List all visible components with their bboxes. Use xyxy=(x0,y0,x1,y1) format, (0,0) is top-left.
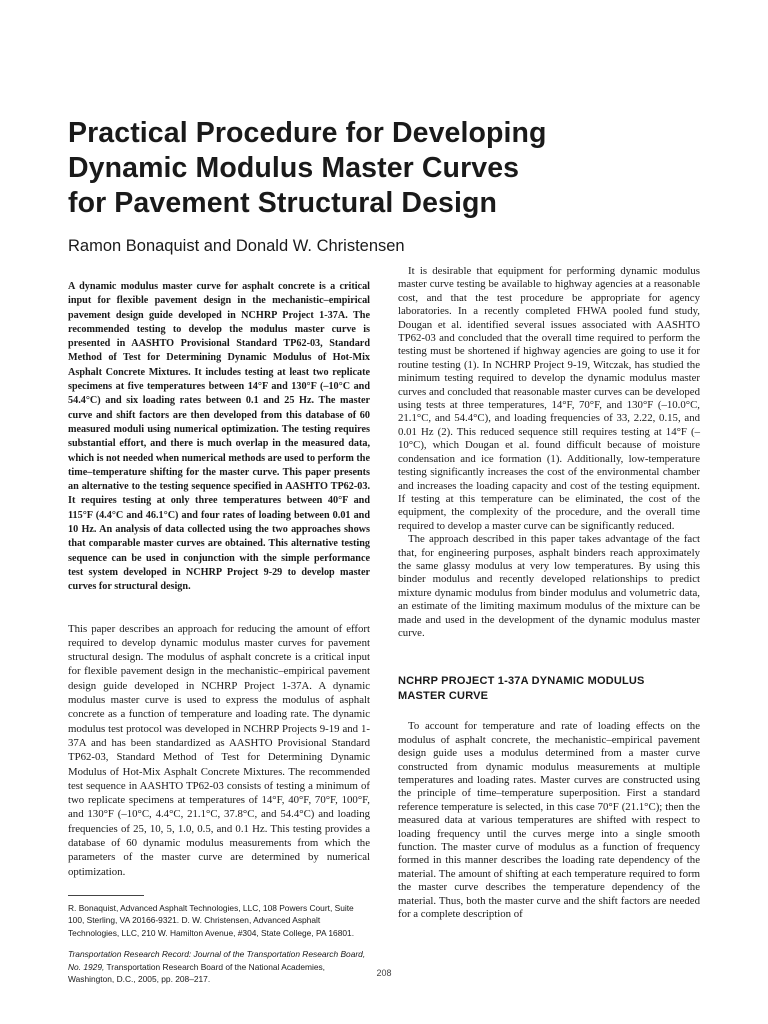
journal-citation-rest: Transportation Research Board of the National Academies, Washington, D.C., 2005, pp. 208–217. xyxy=(68,961,325,984)
left-column xyxy=(68,280,370,985)
authors: Ramon Bonaquist and Donald W. Christensen xyxy=(68,237,405,255)
body-paragraph: To account for temperature and rate of loading effects on the modulus of asphalt concrete, the mechanistic–empirical pavement design guide uses a modulus determined from a master curve constructed from dynamic modulus measurements at multiple temperatures and loading rates. Master curves are constructed using the principle of time–temperature superposition. First a standard reference temperature is selected, in this case 70°F (21.1°C); then the measured data at various temperatures are shifted with respect to loading frequency until the curves merge into a single smooth function. The master curve of modulus as a function of frequency formed in this manner describes the loading rate dependency of the material. The amount of shifting at each temperature required to form the master curve describes the temperature dependency of the material. Thus, both the master curve and the shift factors are needed for a complete description of xyxy=(398,720,700,921)
footnote-rule xyxy=(68,895,144,896)
right-column xyxy=(398,265,700,921)
journal-citation xyxy=(68,948,370,985)
title-line: Practical Procedure for Developing xyxy=(68,117,547,149)
author-affiliation-footnote: R. Bonaquist, Advanced Asphalt Technologies, LLC, 108 Powers Court, Suite 100, Sterling, VA 20166-9321. D. W. Christensen, Advanced Asphalt Technologies, LLC, 210 W. Hamilton Avenue, #304, State College, PA 16801. xyxy=(68,902,355,938)
journal-citation-italic: Transportation Research Record: Journal of the Transportation Research Board, No. 1929, xyxy=(68,949,366,972)
page-number: 208 xyxy=(376,968,392,978)
body-paragraph: The approach described in this paper takes advantage of the fact that, for engineering purposes, asphalt binders reach approximately the same glassy modulus at very low temperatures. By using this binder modulus and recently developed relationships to predict mixture dynamic modulus from binder modulus and volumetric data, an estimate of the limiting maximum modulus of the mixture can be made and used in the development of the dynamic modulus master curve. xyxy=(398,533,700,639)
section-heading: NCHRP PROJECT 1-37A DYNAMIC MODULUS MASTER CURVE xyxy=(398,675,645,703)
title-line: Dynamic Modulus Master Curves xyxy=(68,152,520,184)
intro-paragraph: This paper describes an approach for reducing the amount of effort required to develop dynamic modulus master curves for pavement structural design. The modulus of asphalt concrete is a critical input for flexible pavement design in the mechanistic–empirical pavement design guide developed in NCHRP Project 1-37A. A dynamic modulus master curve is used to express the modulus of asphalt concrete as a function of temperature and loading rate. The dynamic modulus test protocol was developed in NCHRP Projects 9-19 and 1-37A and has been standardized as AASHTO Provisional Standard TP62-03, Standard Method of Test for Determining Dynamic Modulus of Hot-Mix Asphalt Concrete Mixtures. The recommended test sequence in AASHTO TP62-03 consists of testing a minimum of two replicate specimens at temperatures of 14°F, 40°F, 70°F, 100°F, and 130°F (–10°C, 4.4°C, 21.1°C, 37.8°C, and 54.4°C) and loading frequencies of 25, 10, 5, 1.0, 0.5, and 0.1 Hz. This testing provides a database of 60 dynamic modulus measurements from which the parameters of the master curve are determined by numerical optimization. xyxy=(68,622,370,878)
paper-title xyxy=(68,116,688,221)
body-paragraph: It is desirable that equipment for performing dynamic modulus master curve testing be available to highway agencies at a reasonable cost, and that the test procedure be appropriate for agency laboratories. In a recently completed FHWA pooled fund study, Dougan et al. identified several issues associated with AASHTO TP62-03 and concluded that the overall time required to perform the testing must be shortened if highway agencies are going to use it for routine testing (1). In NCHRP Project 9-19, Witczak, has studied the minimum testing required to develop the dynamic modulus master curves and concluded that reasonable master curves can be developed using tests at three temperatures, 14°F, 70°F, and 130°F (–10.0°C, 21.1°C, and 54.4°C), and loading frequencies of 33, 2.22, 0.15, and 0.01 Hz (2). This reduced sequence still requires testing at 14°F (–10°C), which Dougan et al. found difficult because of moisture condensation and ice formation (1). Additionally, low-temperature testing significantly increases the cost of the environmental chamber and increases the loading capacity and cost of the testing equipment. If testing at this temperature can be eliminated, the cost of the equipment, the complexity of the procedure, and the overall time required to develop a master curve can be significantly reduced. xyxy=(398,265,700,532)
title-line: for Pavement Structural Design xyxy=(68,187,498,219)
abstract: A dynamic modulus master curve for asphalt concrete is a critical input for flexible pavement design in the mechanistic–empirical pavement design guide developed in NCHRP Project 1-37A. The recommended testing to develop the modulus master curve is presented in AASHTO Provisional Standard TP62-03, Standard Method of Test for Determining Dynamic Modulus of Hot-Mix Asphalt Concrete Mixtures. It includes testing at least two replicate specimens at five temperatures between 14°F and 130°F (–10°C and 54.4°C) and six loading rates between 0.1 and 25 Hz. The master curve and shift factors are then developed from this database of 60 measured moduli using numerical optimization. The testing requires substantial effort, and there is much overlap in the measured data, which is not needed when numerical methods are used to perform the time–temperature shifting for the master curve. This paper presents an alternative to the testing sequence specified in AASHTO TP62-03. It requires testing at only three temperatures between 40°F and 115°F (4.4°C and 46.1°C) and four rates of loading between 0.01 and 10 Hz. An analysis of data collected using the two approaches shows that comparable master curves are obtained. This alternative testing sequence can be used in conjunction with the simple performance test system developed in NCHRP Project 9-29 to develop master curves for structural design. xyxy=(68,281,370,593)
